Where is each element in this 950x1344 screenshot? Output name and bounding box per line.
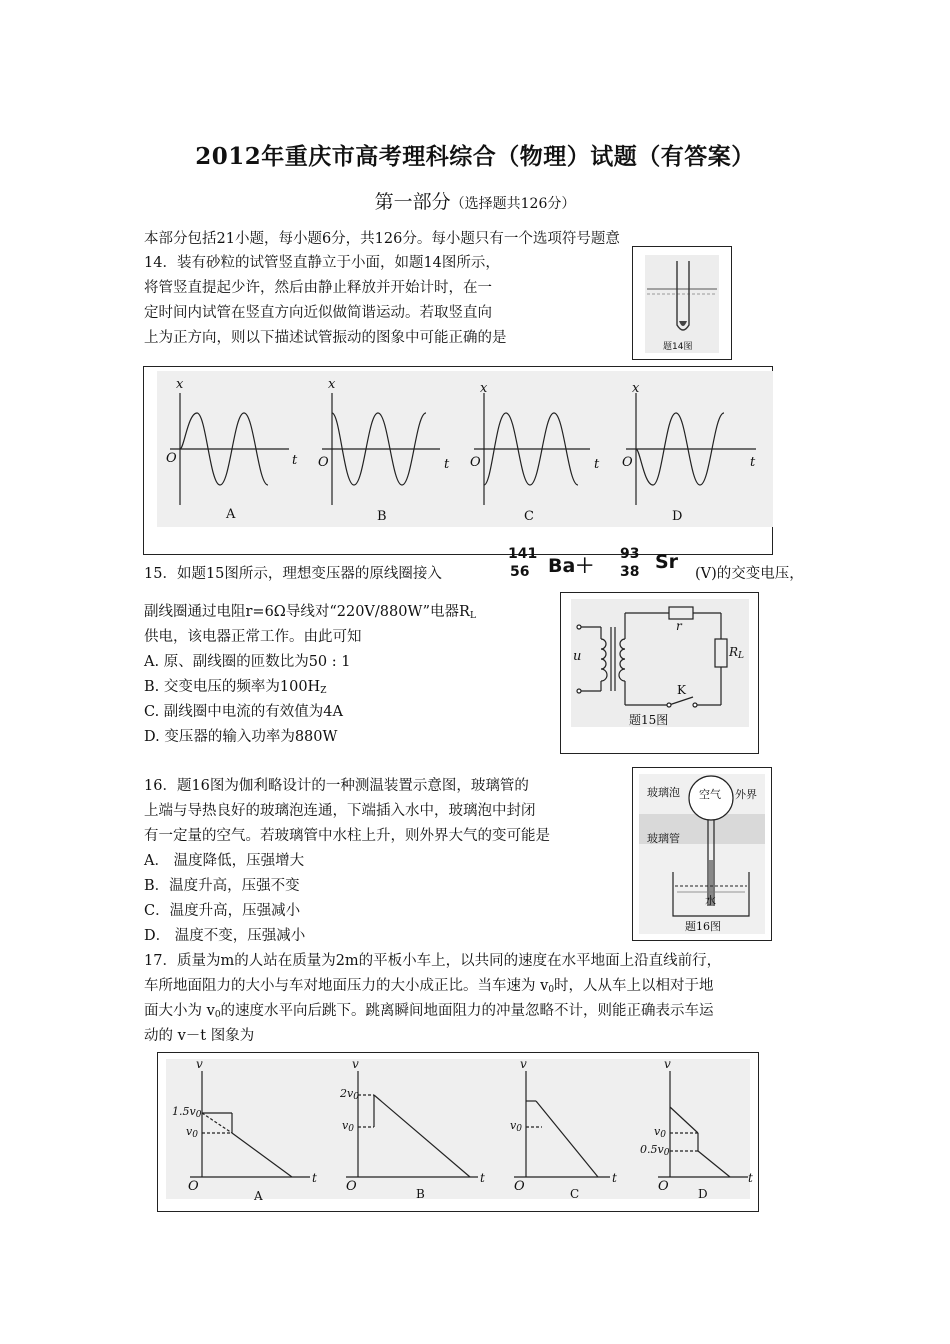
q17-graphs	[157, 1052, 759, 1212]
q15-line-3: 供电，该电器正常工作。由此可知	[144, 629, 362, 645]
q16-fig-outside-label: 外界	[735, 788, 757, 801]
q16-fig-water-label: 水	[705, 894, 716, 907]
q17-origin-d: O	[658, 1179, 669, 1194]
q15-nuclide-bottom-left: 56	[510, 564, 530, 580]
q14-axis-x-a: x	[176, 377, 184, 392]
q14-line-3: 定时间内试管在竖直方向近似做简谐运动。若取竖直向	[144, 305, 492, 321]
q15-nuclide-ba: Ba＋	[548, 555, 595, 577]
q17-graph-label-d: D	[698, 1187, 708, 1201]
q15-fig-k: K	[677, 683, 686, 697]
q16-option-a: A． 温度降低，压强增大	[144, 853, 305, 869]
q17-axis-t-c: t	[612, 1171, 617, 1185]
q17-axis-v-a: v	[196, 1057, 203, 1071]
q17-tick-d-v0: $v_0$	[654, 1125, 666, 1140]
intro-text: 本部分包括21小题，每小题6分，共126分。每小题只有一个选项符号题意	[144, 231, 620, 247]
q14-graph-label-c: C	[524, 509, 534, 524]
q15-nuclide-sr: Sr	[655, 551, 679, 573]
q14-graphs	[143, 366, 773, 555]
q14-axis-t-c: t	[594, 457, 600, 472]
q15-line-1-end: (V)的交变电压，	[695, 566, 804, 582]
q16-option-b: B．温度升高，压强不变	[144, 878, 300, 894]
q15-line-1-start: 15．如题15图所示，理想变压器的原线圈接入	[144, 566, 442, 582]
q17-origin-c: O	[514, 1179, 525, 1194]
q14-axis-x-d: x	[632, 381, 640, 396]
q17-origin-a: O	[188, 1179, 199, 1194]
q17-origin-b: O	[346, 1179, 357, 1194]
q14-axis-x-c: x	[480, 381, 488, 396]
section-heading: 第一部分（选择题共126分）	[374, 191, 576, 213]
q17-tick-d-low: $0.5v_0$	[640, 1143, 670, 1158]
q17-line-2: 车所地面阻力的大小与车对地面压力的大小成正比。当车速为 $v_0$时，人从车上以相对于地	[144, 978, 714, 995]
q17-axis-t-b: t	[480, 1171, 485, 1185]
q14-axis-x-b: x	[328, 377, 336, 392]
q15-line-2: 副线圈通过电阻r=6Ω导线对“220V/880W”电器$R_L$	[144, 604, 476, 621]
q17-graph-label-c: C	[570, 1187, 580, 1201]
q17-tick-a-high: $1.5v_0$	[172, 1105, 202, 1120]
q14-fig-caption: 题14图	[663, 342, 693, 352]
q15-figure	[560, 592, 759, 754]
q14-line-1: 14．装有砂粒的试管竖直静立于小面，如题14图所示，	[144, 255, 500, 271]
q15-option-a: A. 原、副线圈的匝数比为50 : 1	[144, 654, 351, 670]
transformer-circuit-diagram	[561, 593, 758, 753]
q17-line-3: 面大小为 $v_0$的速度水平向后跳下。跳离瞬间地面阻力的冲量忽略不计，则能正确表示车运	[144, 1003, 714, 1020]
q17-tick-b-high: $2v_0$	[340, 1087, 359, 1102]
q16-fig-caption: 题16图	[685, 920, 721, 933]
page-title: 2012年重庆市高考理科综合（物理）试题（有答案）	[195, 143, 755, 170]
q17-tick-a-v0: $v_0$	[186, 1125, 198, 1140]
q16-option-c: C．温度升高，压强减小	[144, 903, 301, 919]
q16-fig-tube-label: 玻璃管	[647, 832, 680, 845]
q14-axis-t-b: t	[444, 457, 450, 472]
q16-option-d: D． 温度不变，压强减小	[144, 928, 306, 944]
q17-axis-v-c: v	[520, 1057, 527, 1071]
q17-graph-label-b: B	[416, 1187, 425, 1201]
q17-line-4: 动的 v－t 图象为	[144, 1028, 255, 1044]
q15-option-b: B. 交变电压的频率为$100H_Z$	[144, 679, 327, 696]
q15-nuclide-top-left: 141	[508, 546, 538, 562]
q14-graphs-svg	[144, 367, 772, 554]
q17-axis-t-a: t	[312, 1171, 317, 1185]
q16-fig-air-label: 空气	[699, 788, 721, 801]
q14-axis-t-d: t	[750, 455, 756, 470]
q14-line-2: 将管竖直提起少许，然后由静止释放并开始计时，在一	[144, 280, 492, 296]
q14-graph-label-d: D	[672, 509, 683, 524]
q15-option-d: D. 变压器的输入功率为880W	[144, 729, 338, 745]
q17-axis-t-d: t	[748, 1171, 753, 1185]
q15-option-c: C. 副线圈中电流的有效值为4A	[144, 704, 343, 720]
q14-origin-d: O	[622, 455, 633, 470]
q14-axis-t-a: t	[292, 453, 298, 468]
q16-line-1: 16．题16图为伽利略设计的一种测温装置示意图，玻璃管的	[144, 778, 529, 794]
q16-figure	[632, 767, 772, 941]
q15-fig-rl: $R_L$	[729, 645, 745, 661]
q17-line-1: 17．质量为m的人站在质量为2m的平板小车上，以共同的速度在水平地面上沿直线前行，	[144, 953, 722, 969]
q17-tick-c-v0: $v_0$	[510, 1119, 522, 1134]
q14-origin-c: O	[470, 455, 481, 470]
q17-axis-v-b: v	[352, 1057, 359, 1071]
q14-figure	[632, 246, 732, 360]
q17-graph-label-a: A	[254, 1189, 263, 1203]
q15-nuclide-top-right: 93	[620, 546, 640, 562]
q15-fig-r: r	[676, 619, 682, 633]
q17-axis-v-d: v	[664, 1057, 671, 1071]
q14-graph-label-b: B	[377, 509, 387, 524]
q15-fig-caption: 题15图	[629, 713, 669, 727]
q16-fig-bulb-label: 玻璃泡	[647, 786, 680, 799]
q16-line-2: 上端与导热良好的玻璃泡连通，下端插入水中，玻璃泡中封闭	[144, 803, 536, 819]
q14-line-4: 上为正方向，则以下描述试管振动的图象中可能正确的是	[144, 330, 507, 346]
q14-graph-label-a: A	[226, 507, 236, 522]
q15-fig-u: u	[573, 649, 582, 664]
q16-line-3: 有一定量的空气。若玻璃管中水柱上升，则外界大气的变可能是	[144, 828, 550, 844]
q15-nuclide-bottom-right: 38	[620, 564, 640, 580]
q14-origin-a: O	[166, 451, 177, 466]
q17-tick-b-v0: $v_0$	[342, 1119, 354, 1134]
q14-origin-b: O	[318, 455, 329, 470]
